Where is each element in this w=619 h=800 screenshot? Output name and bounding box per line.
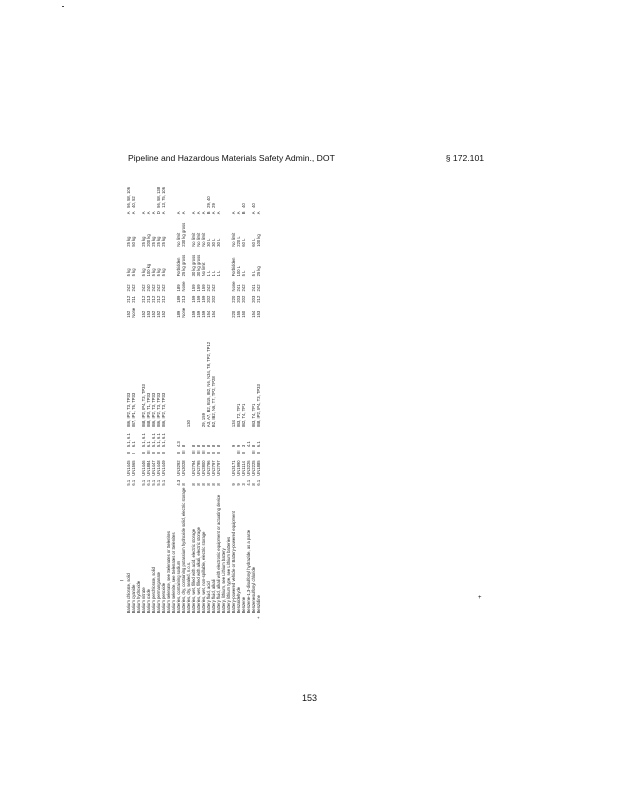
table-cell: 8 [191,483,196,486]
table-cell: 213 [181,295,186,303]
table-cell: 30 L [216,238,221,247]
table-cell: No limit [191,232,196,247]
table-cell: 5.1 [151,479,156,486]
table-cell: 154 [211,310,216,318]
table-cell: 212 [141,295,146,303]
table-cell: None [131,307,136,318]
table-cell: IB2, T4, TP1 [241,403,246,428]
table-cell: III [201,450,206,454]
table-cell: 242 [256,284,261,292]
table-cell: 152 [151,310,156,318]
table-cell: 6.1 [131,479,136,486]
table-cell: II [206,451,211,454]
table-cell: 242 [151,284,156,292]
table-cell: 5.1, 6.1 [161,433,166,448]
table-cell: 30 L [211,238,216,247]
table-cell: UN1445 [126,460,131,476]
table-cell: 8 [181,483,186,486]
table-cell: UN2796 [206,460,211,476]
table-cell: 5 kg [131,268,136,277]
table-cell: 100 kg [146,263,151,277]
table-cell: 56, 58, 106 [126,186,131,208]
table-cell: B [241,211,246,215]
table-cell: IB7, IP1, T6, TP33 [131,392,136,428]
table-cell: 8 [216,483,221,486]
table-cell: 134 [231,420,236,428]
table-cell: III [236,450,241,454]
table-cell: 9 [236,444,241,448]
hazmat-table [126,180,261,620]
table-cell: 154 [251,310,256,318]
table-cell: 130 [186,420,191,428]
table-cell: 25 kg [151,236,156,247]
table-cell: 3 [241,444,246,448]
table-cell: 242 [206,284,211,292]
table-cell: Barium chlorate, solid [126,573,131,614]
table-cell: 5 L [241,270,246,277]
table-cell: 242 [156,284,161,292]
table-cell: 8 [216,444,221,448]
margin-plus: + [478,595,482,601]
table-cell: 159 [191,295,196,303]
table-cell: 5 L [251,270,256,277]
table-cell: Benzene-1,3-disulfonyl hydrazide, as a paste [246,529,251,614]
table-cell: UN2800 [201,460,206,476]
table-cell: UN1565 [131,460,136,476]
table-cell: 241 [251,284,256,292]
table-cell: II [156,451,161,454]
table-cell: II [151,451,156,454]
table-cell: None [181,281,186,292]
table-cell: UN2797 [216,460,221,476]
table-cell: IB3, T4, TP1 [251,403,256,428]
table-cell: Batteries, wet, non-spillable, electric storage [201,531,206,614]
table-cell: UN3292 [176,460,181,476]
table-cell: IB8, IP3, T1, TP33 [146,392,151,428]
table-cell: 220 [231,295,236,303]
table-cell: 5.1, 6.1 [126,433,131,448]
table-cell: 200 kg [146,234,151,247]
table-cell: B [206,211,211,215]
table-cell: 242 [211,284,216,292]
table-cell: A [126,211,131,215]
table-cell: A [201,211,206,215]
table-cell: 5.1, 6.1 [156,433,161,448]
table-cell: 189 [176,295,181,303]
table-cell: IB8, IP2, IP4, T3, TP33 [256,384,261,428]
table-cell: IB6, IP2, T3, TP33 [156,392,161,428]
table-cell: Barium nitrate [141,587,146,614]
table-cell: 60 L [241,238,246,247]
table-cell: 153 [256,310,261,318]
table-cell: 8 [201,444,206,448]
table-cell: Barium perchlorate, solid [151,567,156,614]
table-cell: Battery, lithium, see Lithium battery [221,548,226,614]
table-cell: 153 [146,310,151,318]
table-cell: 30 L [206,238,211,247]
table-cell: 189 [176,284,181,292]
table-cell: 159 [196,310,201,318]
table-cell: + [256,616,261,619]
table-cell: 6.1 [256,441,261,448]
table-cell: 50 kg [131,236,136,247]
table-cell: 100 L [236,265,241,277]
table-cell: A [216,211,221,215]
table-cell: UN1446 [141,460,146,476]
table-cell: 150 [241,310,246,318]
table-cell: A [191,211,196,215]
table-cell: UN1884 [146,460,151,476]
table-cell: 40 [241,203,246,208]
table-cell: 212 [156,295,161,303]
table-cell: 4.3 [176,479,181,486]
table-cell: 25 kg gross [181,254,186,277]
table-cell: 242 [241,284,246,292]
table-cell: II [216,451,221,454]
table-cell: No limit [196,232,201,247]
table-cell: Benzidine [256,595,261,614]
table-cell: 220 [231,310,236,318]
table-cell: II [141,451,146,454]
table-cell: 212 [151,295,156,303]
table-cell: 9 [231,444,236,448]
table-cell: UN2794 [191,460,196,476]
table-cell: 8 [251,483,256,486]
table-cell: 159 [196,284,201,292]
table-cell: No limit [201,232,206,247]
table-cell: 159 [196,295,201,303]
table-cell: No limit [176,232,181,247]
table-cell: IB6, IP2, T3, TP33 [151,392,156,428]
table-cell: 212 [161,295,166,303]
table-cell: A [161,211,166,215]
table-cell: A [181,211,186,215]
table-cell: Batteries, wet, filled with alkali, electric storage [196,527,201,614]
table-cell: 60 L [251,238,256,247]
table-cell: UN2795 [196,460,201,476]
table-cell: UN1885 [256,460,261,476]
table-cell: 1 L [206,270,211,277]
table-cell: 159 [191,284,196,292]
table-cell: UN1990 [236,460,241,476]
table-cell: 159 [201,310,206,318]
table-cell: UN1449 [161,460,166,476]
table-cell: 5.1 [161,479,166,486]
table-cell: 8 [211,483,216,486]
table-cell: 8 [196,483,201,486]
table-cell: 1 L [211,270,216,277]
table-cell: 4.1 [246,441,251,448]
table-cell: 25 kg [161,236,166,247]
table-cell: A [256,211,261,215]
table-cell: 5 kg [141,268,146,277]
table-cell: 202 [211,295,216,303]
table-cell: 8 [206,483,211,486]
table-cell: None [231,281,236,292]
table-cell: 40, 52 [131,196,136,208]
running-header [128,153,484,169]
table-cell: 5.1, 6.1 [141,433,146,448]
table-cell: 242 [131,284,136,292]
table-cell: 211 [131,296,136,303]
table-cell: 30 kg gross [196,254,201,277]
table-cell: No limit [201,262,206,277]
table-cell: 152 [126,310,131,318]
table-cell: 8 [196,444,201,448]
table-cell: Battery fluid, alkali [211,579,216,614]
table-cell: Batteries, dry, sealed, n.o.s. [186,561,191,614]
table-cell: IB3, T2, TP1 [236,403,241,428]
table-cell: 9 [231,483,236,486]
table-cell: A [146,211,151,215]
table-cell: UN3171 [231,460,236,476]
table-cell: Barium peroxide [161,582,166,614]
table-cell: 9 [236,483,241,486]
table-cell: II [241,451,246,454]
table-cell: Benzene [241,596,246,614]
margin-dash: – [120,578,124,584]
table-cell: 202 [206,295,211,303]
table-cell: 5.1 [141,479,146,486]
table-cell: 241 [236,284,241,292]
table-cell: 25 kg [256,266,261,277]
table-cell: 13, 75, 106 [161,186,166,208]
table-cell: 25 kg [156,236,161,247]
table-cell: 6.1 [146,441,151,448]
table-cell: A [236,211,241,215]
table-cell: 242 [161,284,166,292]
table-cell: 4.3 [176,441,181,448]
table-cell: 152 [141,310,146,318]
table-cell: III [191,450,196,454]
table-cell: 29, 159 [201,413,206,428]
table-cell: 3 [241,483,246,486]
table-cell: A [141,211,146,215]
table-cell: Forbidden [231,257,236,277]
table-cell: 25 kg [141,236,146,247]
table-cell: 240 [146,284,151,292]
table-cell: 220 L [236,236,241,247]
table-cell: 30 kg gross [191,254,196,277]
table-cell: Battery fluid, alkali with electronic equipment or actuating device [216,494,221,614]
table-cell: 5.1 [156,479,161,486]
table-cell: Battery-powered vehicle or Battery-powered equipment [231,511,236,614]
table-cell: 5 kg [161,268,166,277]
table-cell: II [126,451,131,454]
table-cell: 25 kg [126,236,131,247]
table-cell: A [196,211,201,215]
table-cell: IB8, IP2, IP4, T3, TP33 [141,384,146,428]
table-cell: Barium cyanide [131,584,136,614]
table-cell: Forbidden [176,257,181,277]
table-cell: 159 [191,310,196,318]
table-cell: Batteries, wet, filled with acid, electric storage [191,528,196,614]
table-cell: Barium selenite, see Selenates or Selenites [171,532,176,614]
table-cell: A3, A7, B2, B15, IB2, N6, N34, T8, TP2, TP12 [206,341,211,428]
table-cell: UN1447 [151,460,156,476]
table-cell: 230 kg gross [181,222,186,247]
table-cell: 8 [206,444,211,448]
table-cell: UN1114 [241,461,246,476]
table-row [256,180,261,620]
table-cell: 159 [201,295,206,303]
table-cell: 5 kg [126,268,131,277]
table-cell: 5.1 [126,479,131,486]
table-cell: 8 [181,444,186,448]
table-cell: II [176,451,181,454]
table-cell: Batteries, containing sodium [176,560,181,614]
hazmat-table-region [126,180,490,620]
table-cell: Barium hydroxide [136,580,141,614]
table-cell: I [131,452,136,454]
table-cell: 242 [141,284,146,292]
table-cell: III [251,450,256,454]
table-cell: 189 [176,310,181,318]
table-cell: 6.1 [256,479,261,486]
table-cell: 56, 58, 138 [156,186,161,208]
table-cell: 8 [211,444,216,448]
table-cell: Batteries, dry, containing potassium hydroxide solid, electric storage [181,487,186,614]
table-cell: IB6, IP2, T3, TP33 [126,392,131,428]
table-cell: 6.1 [131,441,136,448]
table-cell: II [211,451,216,454]
table-cell: 212 [126,295,131,303]
table-cell: Benzaldehyde [236,586,241,614]
table-cell: III [146,450,151,454]
table-cell: 159 [201,284,206,292]
table-cell: D [156,211,161,215]
table-cell: III [196,450,201,454]
table-cell: 40 [251,203,256,208]
header-title: Pipeline and Hazardous Materials Safety Admin., DOT [128,153,335,163]
hazmat-table-body [126,180,261,620]
table-cell: A [131,211,136,215]
table-cell: 152 [161,310,166,318]
rotated-table-page [126,180,490,620]
table-cell: 213 [146,295,151,303]
table-cell: 155 [236,310,241,318]
table-cell: UN2797 [211,460,216,476]
table-cell [256,180,261,209]
table-cell: 5 kg [156,268,161,277]
table-cell: 152 [156,310,161,318]
table-cell: Barium selenate, see Selenates or Selenites [166,531,171,614]
header-section: § 172.101 [445,153,484,163]
table-cell: 29, 40 [206,196,211,208]
table-cell: 4.1 [246,479,251,486]
table-cell: A [231,211,236,215]
table-cell: III [181,450,186,454]
table-cell: 203 [236,295,241,303]
table-cell: 202 [241,295,246,303]
table-cell: UN3226 [246,460,251,476]
table-cell: 29 [211,203,216,208]
table-cell: 154 [206,310,211,318]
table-cell: Battery lithium type, see Lithium batteries [226,536,231,614]
table-cell: 242 [126,284,131,292]
table-cell: 5 kg [151,268,156,277]
table-cell: 1 L [216,270,221,277]
table-cell: Barium permanganate [156,571,161,614]
table-cell: UN3028 [181,460,186,476]
table-cell: Battery fluid, acid [206,581,211,614]
table-cell: B2, IB2, N6, T7, TP2, TP28 [211,376,216,428]
table-cell: 5.1, 6.1 [151,433,156,448]
table-cell: No limit [231,232,236,247]
table-cell: 212 [256,295,261,303]
table-cell: 203 [251,295,256,303]
table-cell: 8 [191,444,196,448]
table-cell: Benzenesulfonyl chloride [251,566,256,614]
table-cell: II [256,451,261,454]
table-cell: A [251,211,256,215]
table-cell: 8 [251,444,256,448]
table-cell: A [151,211,156,215]
table-cell: II [161,451,166,454]
table-cell: IB6, IP2, T3, TP33 [161,392,166,428]
table-cell: A [176,211,181,215]
table-cell: 6.1 [146,479,151,486]
table-cell: UN1448 [156,460,161,476]
table-cell: 8 [201,483,206,486]
table-cell: A [211,211,216,215]
table-cell: UN2225 [251,460,256,476]
table-cell: None [181,307,186,318]
page-number: 153 [301,693,318,703]
scan-speck [62,6,64,7]
table-cell: Barium oxide [146,588,151,614]
table-cell: 100 kg [256,234,261,247]
